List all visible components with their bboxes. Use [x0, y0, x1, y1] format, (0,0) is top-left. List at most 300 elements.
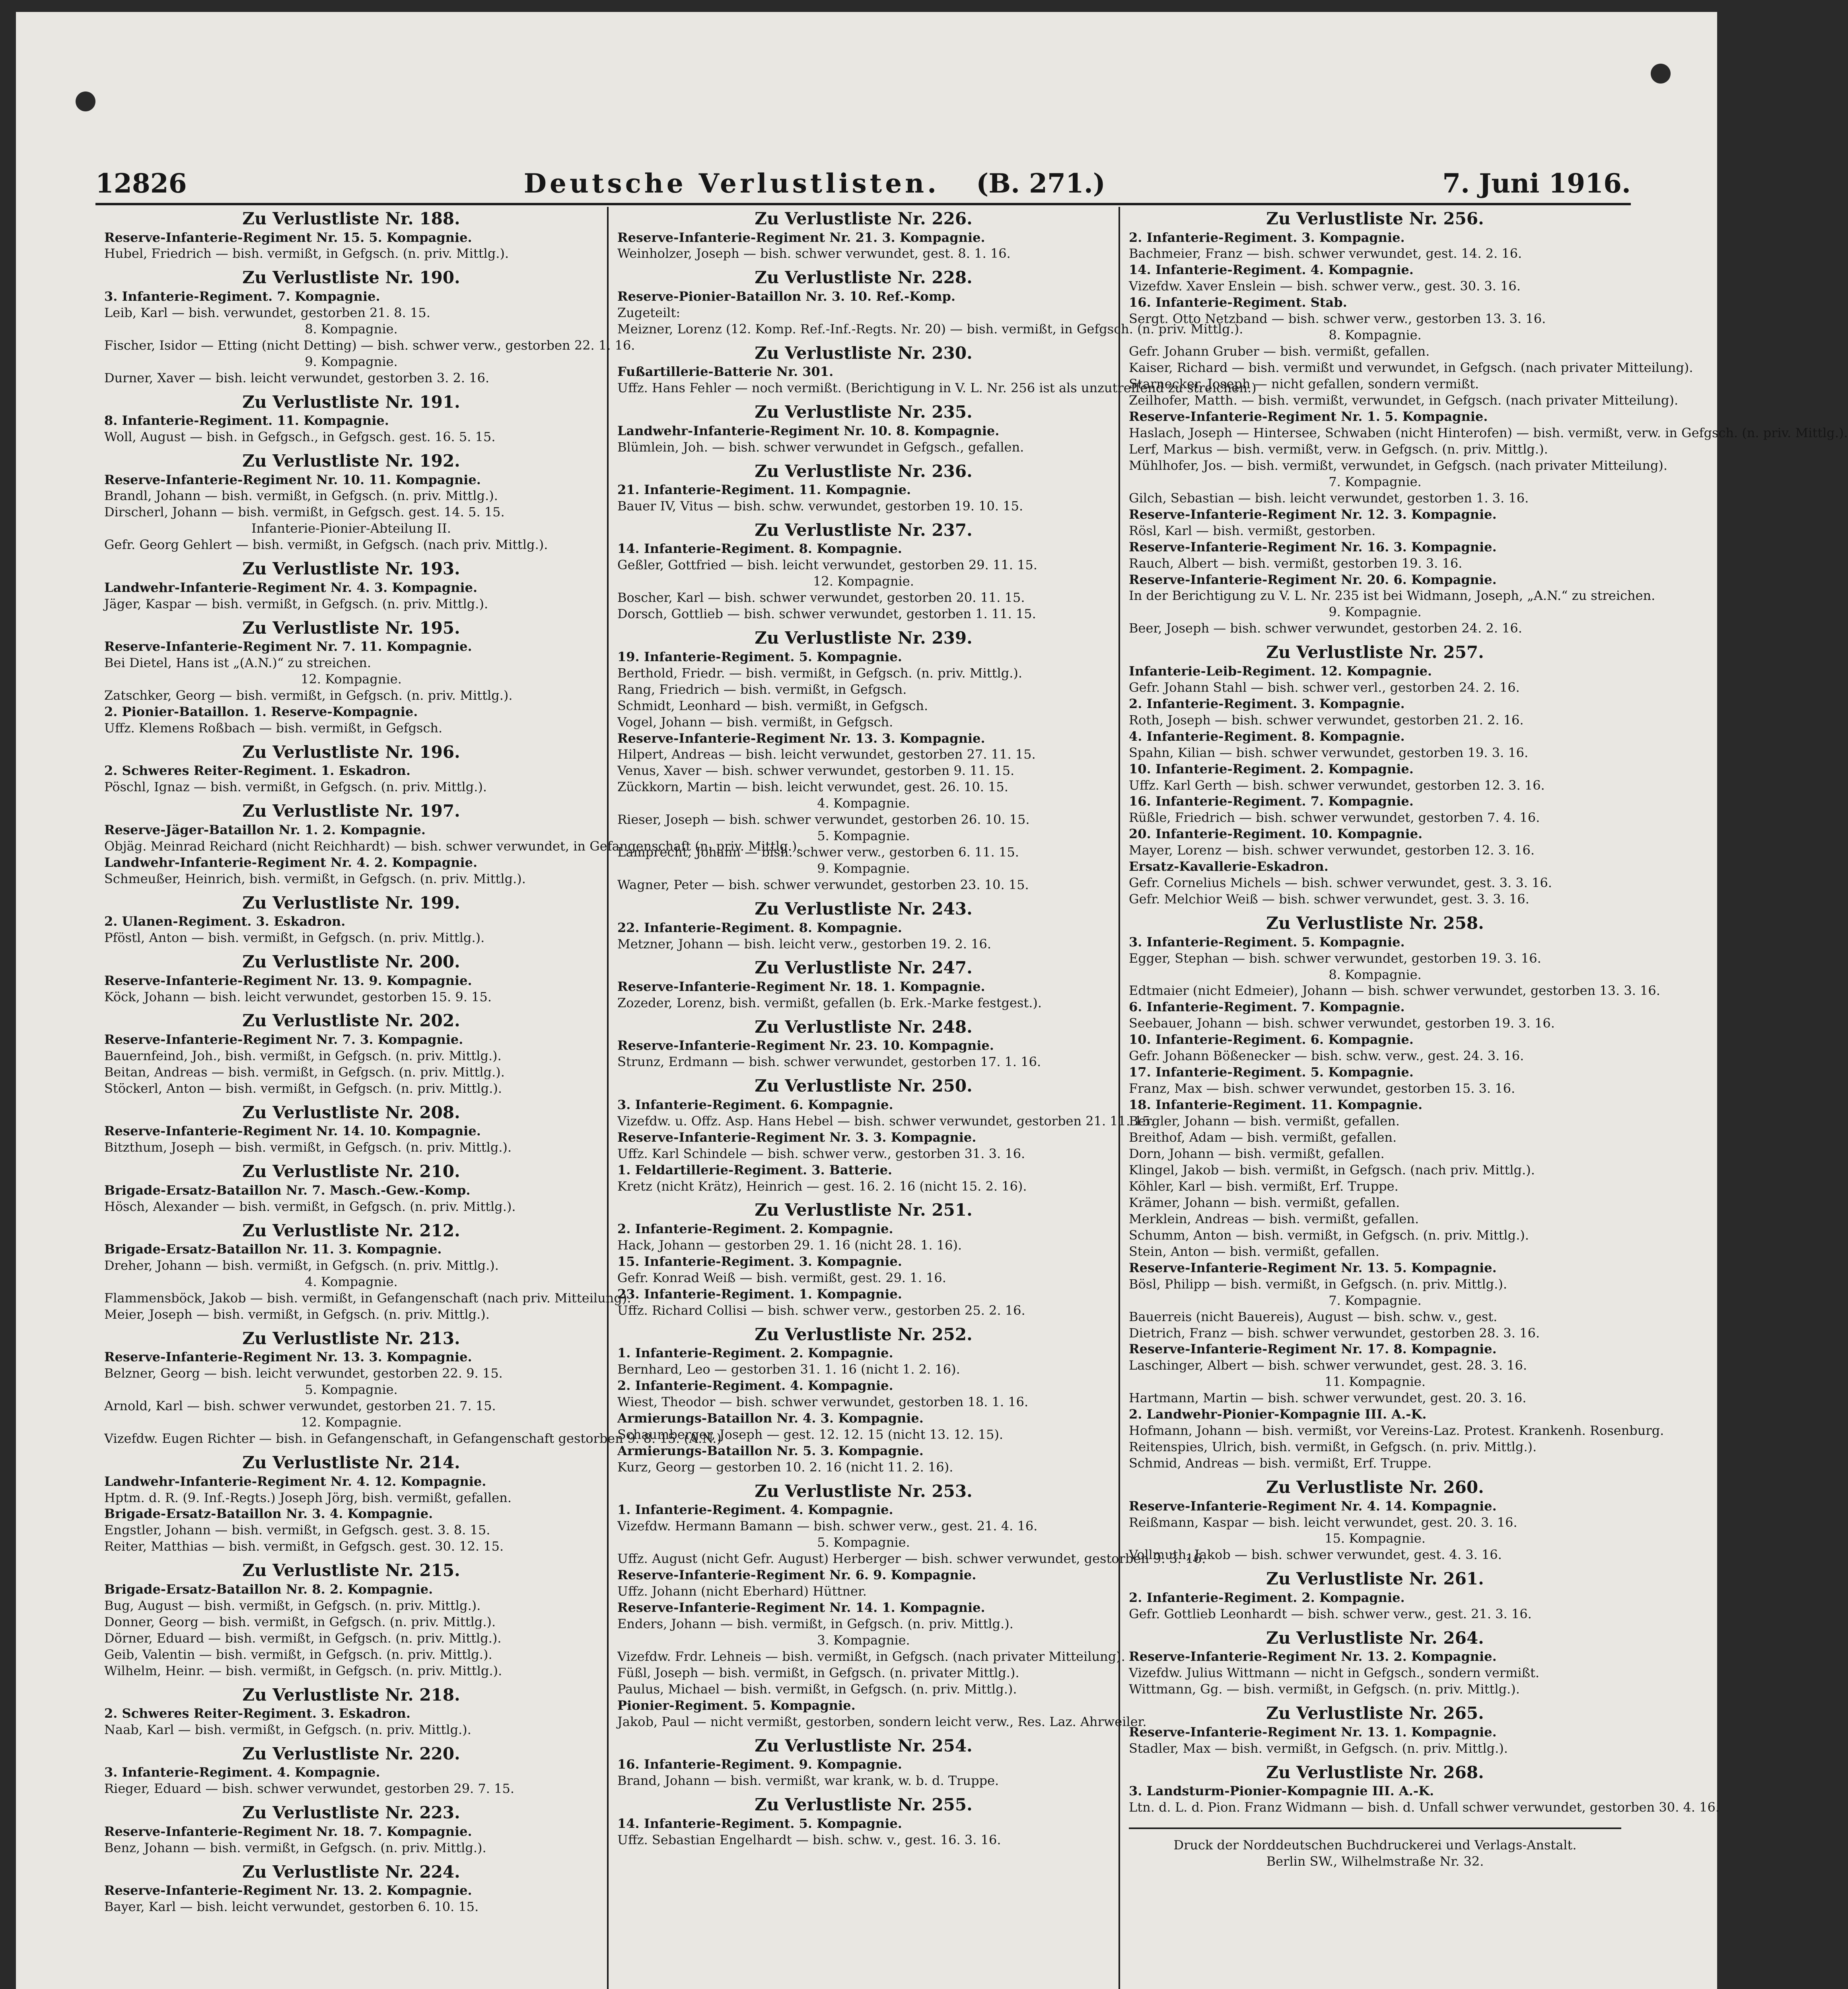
- list-section: [617, 1200, 1110, 1318]
- binding-hole-right: [1651, 64, 1671, 84]
- unit-heading: 16. Infanterie-Regiment. 9. Kompagnie.: [617, 1757, 902, 1772]
- list-section: [617, 461, 1110, 514]
- unit-heading: 20. Infanterie-Regiment. 10. Kompagnie.: [1129, 826, 1423, 842]
- list-section: [104, 1560, 598, 1679]
- list-section: [1129, 642, 1621, 907]
- unit-heading: Reserve-Infanterie-Regiment Nr. 23. 10. Kompagnie.: [617, 1038, 994, 1053]
- casualty-entry: Hösch, Alexander — bish. vermißt, in Gefgsch. (n. priv. Mittlg.).: [104, 1199, 516, 1214]
- casualty-entry: Gefr. Johann Gruber — bish. vermißt, gefallen.: [1129, 344, 1430, 359]
- company-heading: 5. Kompagnie.: [817, 1535, 910, 1550]
- casualty-entry: Schmid, Andreas — bish. vermißt, Erf. Truppe.: [1129, 1456, 1432, 1471]
- casualty-entry: Gefr. Johann Bößenecker — bish. schw. verw., gest. 24. 3. 16.: [1129, 1048, 1524, 1064]
- casualty-entry: Jakob, Paul — nicht vermißt, gestorben, sondern leicht verw., Res. Laz. Ahrweiler.: [617, 1714, 1147, 1729]
- casualty-entry: Uffz. Hans Fehler — noch vermißt. (Berichtigung in V. L. Nr. 256 ist als unzutreffend zu streichen.): [617, 380, 1257, 396]
- list-heading: Zu Verlustliste Nr. 215.: [242, 1561, 460, 1580]
- issue-number: (B. 271.): [976, 168, 1106, 199]
- page-header: [95, 151, 1631, 205]
- unit-heading: Armierungs-Bataillon Nr. 4. 3. Kompagnie.: [617, 1411, 924, 1426]
- issue-date: 7. Juni 1916.: [1442, 168, 1631, 199]
- list-section: [104, 618, 598, 736]
- imprint-line: Berlin SW., Wilhelmstraße Nr. 32.: [1266, 1853, 1484, 1869]
- list-heading: Zu Verlustliste Nr. 188.: [242, 209, 460, 228]
- casualty-entry: Mayer, Lorenz — bish. schwer verwundet, gestorben 12. 3. 16.: [1129, 843, 1535, 858]
- casualty-entry: Egger, Stephan — bish. schwer verwundet, gestorben 19. 3. 16.: [1129, 950, 1541, 966]
- casualty-entry: Fischer, Isidor — Etting (nicht Detting) — bish. schwer verw., gestorben 22. 1. 16.: [104, 337, 635, 353]
- casualty-entry: Dorn, Johann — bish. vermißt, gefallen.: [1129, 1146, 1385, 1162]
- unit-heading: 2. Landwehr-Pionier-Kompagnie III. A.-K.: [1129, 1407, 1427, 1422]
- casualty-entry: Paulus, Michael — bish. vermißt, in Gefgsch. (n. priv. Mittlg.).: [617, 1681, 1017, 1697]
- unit-heading: 2. Infanterie-Regiment. 3. Kompagnie.: [1129, 696, 1405, 711]
- casualty-entry: Hptm. d. R. (9. Inf.-Regts.) Joseph Jörg, bish. vermißt, gefallen.: [104, 1490, 512, 1505]
- casualty-entry: Blümlein, Joh. — bish. schwer verwundet in Gefgsch., gefallen.: [617, 439, 1024, 455]
- unit-heading: 2. Ulanen-Regiment. 3. Eskadron.: [104, 914, 346, 929]
- unit-heading: Reserve-Infanterie-Regiment Nr. 1. 5. Kompagnie.: [1129, 409, 1488, 424]
- unit-heading: Ersatz-Kavallerie-Eskadron.: [1129, 859, 1329, 874]
- list-heading: Zu Verlustliste Nr. 193.: [242, 559, 460, 579]
- list-heading: Zu Verlustliste Nr. 214.: [242, 1453, 460, 1473]
- casualty-entry: Zückkorn, Martin — bish. leicht verwundet, gest. 26. 10. 15.: [617, 779, 1008, 795]
- unit-heading: Brigade-Ersatz-Bataillon Nr. 8. 2. Kompagnie.: [104, 1581, 433, 1597]
- unit-heading: 2. Infanterie-Regiment. 4. Kompagnie.: [617, 1378, 893, 1393]
- casualty-entry: Vizefdw. u. Offz. Asp. Hans Hebel — bish. schwer verwundet, gestorben 21. 11. 15.: [617, 1113, 1155, 1129]
- company-heading: 8. Kompagnie.: [1329, 967, 1422, 982]
- unit-heading: Reserve-Infanterie-Regiment Nr. 14. 10. Kompagnie.: [104, 1123, 481, 1139]
- unit-heading: 10. Infanterie-Regiment. 2. Kompagnie.: [1129, 761, 1414, 777]
- list-heading: Zu Verlustliste Nr. 228.: [755, 268, 973, 288]
- column-3: [1119, 207, 1848, 1989]
- list-section: [617, 208, 1110, 262]
- casualty-entry: Brand, Johann — bish. vermißt, war krank, w. b. d. Truppe.: [617, 1773, 999, 1789]
- casualty-entry: Vogel, Johann — bish. vermißt, in Gefgsch.: [617, 714, 893, 730]
- company-heading: 9. Kompagnie.: [1329, 604, 1422, 620]
- casualty-entry: Bösl, Philipp — bish. vermißt, in Gefgsch. (n. priv. Mittlg.).: [1129, 1276, 1507, 1292]
- casualty-entry: Vollmuth, Jakob — bish. schwer verwundet, gest. 4. 3. 16.: [1129, 1547, 1502, 1563]
- unit-heading: 16. Infanterie-Regiment. Stab.: [1129, 295, 1347, 310]
- unit-heading: Reserve-Infanterie-Regiment Nr. 12. 3. Kompagnie.: [1129, 506, 1497, 522]
- list-section: [104, 801, 801, 887]
- unit-heading: 16. Infanterie-Regiment. 7. Kompagnie.: [1129, 794, 1414, 809]
- list-section: [104, 1685, 598, 1738]
- casualty-entry: Bauerreis (nicht Bauereis), August — bish. schw. v., gest.: [1129, 1309, 1498, 1324]
- casualty-entry: Hubel, Friedrich — bish. vermißt, in Gefgsch. (n. priv. Mittlg.).: [104, 246, 509, 261]
- casualty-entry: Edtmaier (nicht Edmeier), Johann — bish. schwer verwundet, gestorben 13. 3. 16.: [1129, 983, 1660, 998]
- casualty-entry: Enders, Johann — bish. vermißt, in Gefgsch. (n. priv. Mittlg.).: [617, 1616, 1013, 1631]
- casualty-entry: Dorsch, Gottlieb — bish. schwer verwundet, gestorben 1. 11. 15.: [617, 606, 1036, 622]
- casualty-entry: In der Berichtigung zu V. L. Nr. 235 ist bei Widmann, Joseph, „A.N.“ zu streichen.: [1129, 588, 1655, 603]
- list-section: [104, 267, 635, 386]
- list-heading: Zu Verlustliste Nr. 257.: [1266, 642, 1484, 662]
- casualty-entry: Sergt. Otto Netzband — bish. schwer verw., gestorben 13. 3. 16.: [1129, 311, 1546, 327]
- list-section: [617, 1324, 1110, 1475]
- company-heading: 3. Kompagnie.: [817, 1632, 910, 1648]
- columns-container: [95, 207, 1848, 1989]
- unit-heading: 8. Infanterie-Regiment. 11. Kompagnie.: [104, 413, 389, 428]
- casualty-entry: Rösl, Karl — bish. vermißt, gestorben.: [1129, 523, 1376, 538]
- unit-heading: 10. Infanterie-Regiment. 6. Kompagnie.: [1129, 1032, 1414, 1047]
- casualty-entry: Uffz. Karl Schindele — bish. schwer verw., gestorben 31. 3. 16.: [617, 1146, 1025, 1161]
- binding-hole-left: [76, 91, 95, 111]
- unit-heading: Landwehr-Infanterie-Regiment Nr. 4. 12. Kompagnie.: [104, 1473, 486, 1489]
- casualty-entry: Bergler, Johann — bish. vermißt, gefallen.: [1129, 1113, 1400, 1129]
- list-section: [104, 1102, 598, 1156]
- list-section: [1129, 208, 1848, 636]
- casualty-entry: Pföstl, Anton — bish. vermißt, in Gefgsch. (n. priv. Mittlg.).: [104, 930, 485, 946]
- casualty-entry: Belzner, Georg — bish. leicht verwundet, gestorben 22. 9. 15.: [104, 1366, 503, 1381]
- casualty-entry: Krämer, Johann — bish. vermißt, gefallen.: [1129, 1195, 1400, 1210]
- list-heading: Zu Verlustliste Nr. 213.: [242, 1328, 460, 1348]
- casualty-entry: Klingel, Jakob — bish. vermißt, in Gefgsch. (nach priv. Mittlg.).: [1129, 1162, 1535, 1177]
- unit-heading: 14. Infanterie-Regiment. 5. Kompagnie.: [617, 1816, 902, 1831]
- list-heading: Zu Verlustliste Nr. 192.: [242, 451, 460, 471]
- unit-heading: 6. Infanterie-Regiment. 7. Kompagnie.: [1129, 999, 1405, 1015]
- casualty-entry: Lamprecht, Johann — bish. schwer verw., gestorben 6. 11. 15.: [617, 845, 1019, 860]
- casualty-entry: Gefr. Gottlieb Leonhardt — bish. schwer verw., gest. 21. 3. 16.: [1129, 1606, 1532, 1621]
- list-section: [104, 1010, 598, 1096]
- casualty-entry: Gefr. Johann Stahl — bish. schwer verl., gestorben 24. 2. 16.: [1129, 679, 1520, 695]
- casualty-entry: Reiter, Matthias — bish. vermißt, in Gefgsch. gest. 30. 12. 15.: [104, 1539, 504, 1554]
- casualty-entry: Leib, Karl — bish. verwundet, gestorben 21. 8. 15.: [104, 305, 430, 320]
- company-heading: 9. Kompagnie.: [817, 861, 910, 876]
- list-heading: Zu Verlustliste Nr. 230.: [755, 343, 973, 363]
- casualty-entry: Zeilhofer, Matth. — bish. vermißt, verwundet, in Gefgsch. (nach privater Mitteilung).: [1129, 393, 1679, 408]
- casualty-entry: Engstler, Johann — bish. vermißt, in Gefgsch. gest. 3. 8. 15.: [104, 1522, 490, 1538]
- list-section: [104, 392, 598, 445]
- unit-heading: Landwehr-Infanterie-Regiment Nr. 4. 3. Kompagnie.: [104, 580, 478, 595]
- unit-heading: 3. Infanterie-Regiment. 4. Kompagnie.: [104, 1765, 380, 1780]
- casualty-entry: Dirscherl, Johann — bish. vermißt, in Gefgsch. gest. 14. 5. 15.: [104, 504, 505, 520]
- unit-heading: 2. Infanterie-Regiment. 2. Kompagnie.: [617, 1221, 893, 1236]
- casualty-entry: Rauch, Albert — bish. vermißt, gestorben 19. 3. 16.: [1129, 555, 1463, 571]
- casualty-entry: Reitenspies, Ulrich, bish. vermißt, in Gefgsch. (n. priv. Mittlg.).: [1129, 1439, 1537, 1455]
- unit-heading: Reserve-Pionier-Bataillon Nr. 3. 10. Ref.-Komp.: [617, 288, 956, 304]
- company-heading: 4. Kompagnie.: [817, 796, 910, 811]
- casualty-entry: Weinholzer, Joseph — bish. schwer verwundet, gest. 8. 1. 16.: [617, 246, 1011, 261]
- casualty-entry: Roth, Joseph — bish. schwer verwundet, gestorben 21. 2. 16.: [1129, 712, 1524, 728]
- list-section: [104, 893, 598, 946]
- casualty-entry: Beitan, Andreas — bish. vermißt, in Gefgsch. (n. priv. Mittlg.).: [104, 1064, 505, 1080]
- unit-heading: Reserve-Infanterie-Regiment Nr. 13. 1. Kompagnie.: [1129, 1724, 1497, 1740]
- casualty-entry: Gefr. Konrad Weiß — bish. vermißt, gest. 29. 1. 16.: [617, 1270, 946, 1285]
- unit-heading: Brigade-Ersatz-Bataillon Nr. 3. 4. Kompagnie.: [104, 1506, 433, 1522]
- casualty-entry: Starnecker, Joseph — nicht gefallen, sondern vermißt.: [1129, 376, 1479, 392]
- unit-heading: 1. Infanterie-Regiment. 2. Kompagnie.: [617, 1345, 893, 1361]
- list-heading: Zu Verlustliste Nr. 191.: [242, 392, 460, 412]
- company-heading: 5. Kompagnie.: [817, 828, 910, 844]
- casualty-entry: Uffz. Richard Collisi — bish. schwer verw., gestorben 25. 2. 16.: [617, 1302, 1025, 1318]
- unit-heading: Reserve-Infanterie-Regiment Nr. 13. 2. Kompagnie.: [1129, 1649, 1497, 1664]
- company-heading: 4. Kompagnie.: [305, 1274, 398, 1289]
- list-section: [104, 1452, 598, 1555]
- casualty-entry: Bauer IV, Vitus — bish. schw. verwundet, gestorben 19. 10. 15.: [617, 498, 1023, 514]
- list-section: [1129, 1762, 1720, 1816]
- list-heading: Zu Verlustliste Nr. 250.: [755, 1076, 973, 1096]
- unit-heading: 2. Pionier-Bataillon. 1. Reserve-Kompagnie.: [104, 704, 418, 720]
- list-section: [617, 402, 1110, 455]
- list-heading: Zu Verlustliste Nr. 248.: [755, 1017, 973, 1037]
- unit-heading: Reserve-Infanterie-Regiment Nr. 13. 3. Kompagnie.: [617, 730, 985, 746]
- list-heading: Zu Verlustliste Nr. 253.: [755, 1481, 973, 1501]
- casualty-entry: Haslach, Joseph — Hintersee, Schwaben (nicht Hinterofen) — bish. vermißt, verw. in Gefgsch. (n. priv. Mittlg.).: [1129, 425, 1848, 440]
- company-heading: 7. Kompagnie.: [1329, 474, 1422, 489]
- unit-heading: Pionier-Regiment. 5. Kompagnie.: [617, 1697, 856, 1713]
- company-heading: 9. Kompagnie.: [305, 354, 398, 369]
- list-section: [104, 208, 598, 262]
- list-heading: Zu Verlustliste Nr. 195.: [242, 618, 460, 638]
- list-section: [104, 1802, 598, 1856]
- list-section: [617, 628, 1110, 893]
- casualty-entry: Gefr. Cornelius Michels — bish. schwer verwundet, gest. 3. 3. 16.: [1129, 875, 1552, 891]
- list-heading: Zu Verlustliste Nr. 196.: [242, 742, 460, 762]
- list-heading: Zu Verlustliste Nr. 261.: [1266, 1569, 1484, 1589]
- list-heading: Zu Verlustliste Nr. 223.: [242, 1803, 460, 1823]
- company-heading: 5. Kompagnie.: [305, 1382, 398, 1397]
- list-section: [104, 1220, 631, 1323]
- unit-heading: Reserve-Infanterie-Regiment Nr. 7. 11. Kompagnie.: [104, 639, 472, 654]
- list-heading: Zu Verlustliste Nr. 212.: [242, 1220, 460, 1240]
- casualty-entry: Metzner, Johann — bish. leicht verw., gestorben 19. 2. 16.: [617, 936, 992, 952]
- list-section: [617, 958, 1110, 1011]
- unit-heading: Reserve-Infanterie-Regiment Nr. 21. 3. Kompagnie.: [617, 230, 985, 245]
- company-heading: 12. Kompagnie.: [301, 671, 402, 687]
- list-section: [617, 1017, 1110, 1070]
- list-heading: Zu Verlustliste Nr. 202.: [242, 1011, 460, 1031]
- casualty-entry: Bayer, Karl — bish. leicht verwundet, gestorben 6. 10. 15.: [104, 1899, 479, 1915]
- casualty-entry: Kaiser, Richard — bish. vermißt und verwundet, in Gefgsch. (nach privater Mitteilung).: [1129, 360, 1693, 376]
- casualty-entry: Schmidt, Leonhard — bish. vermißt, in Gefgsch.: [617, 698, 928, 713]
- unit-heading: 14. Infanterie-Regiment. 8. Kompagnie.: [617, 541, 902, 557]
- casualty-entry: Mühlhofer, Jos. — bish. vermißt, verwundet, in Gefgsch. (nach privater Mitteilung).: [1129, 457, 1668, 473]
- unit-heading: Reserve-Infanterie-Regiment Nr. 13. 3. Kompagnie.: [104, 1349, 472, 1365]
- unit-heading: 22. Infanterie-Regiment. 8. Kompagnie.: [617, 920, 902, 935]
- company-heading: 12. Kompagnie.: [813, 574, 914, 589]
- casualty-entry: Rüßle, Friedrich — bish. schwer verwundet, gestorben 7. 4. 16.: [1129, 810, 1540, 825]
- casualty-entry: Vizefdw. Julius Wittmann — nicht in Gefgsch., sondern vermißt.: [1129, 1665, 1540, 1681]
- unit-heading: Reserve-Infanterie-Regiment Nr. 13. 5. Kompagnie.: [1129, 1260, 1497, 1275]
- casualty-entry: Schumm, Anton — bish. vermißt, in Gefgsch. (n. priv. Mittlg.).: [1129, 1227, 1529, 1243]
- company-heading: 11. Kompagnie.: [1325, 1374, 1426, 1390]
- casualty-entry: Lerf, Markus — bish. vermißt, verw. in Gefgsch. (n. priv. Mittlg.).: [1129, 441, 1548, 457]
- company-heading: 7. Kompagnie.: [1329, 1292, 1422, 1308]
- list-heading: Zu Verlustliste Nr. 254.: [755, 1736, 973, 1755]
- casualty-entry: Brandl, Johann — bish. vermißt, in Gefgsch. (n. priv. Mittlg.).: [104, 488, 498, 504]
- casualty-entry: Kurz, Georg — gestorben 10. 2. 16 (nicht 11. 2. 16).: [617, 1459, 953, 1475]
- casualty-entry: Geib, Valentin — bish. vermißt, in Gefgsch. (n. priv. Mittlg.).: [104, 1646, 492, 1662]
- casualty-entry: Stöckerl, Anton — bish. vermißt, in Gefgsch. (n. priv. Mittlg.).: [104, 1080, 502, 1096]
- casualty-entry: Rang, Friedrich — bish. vermißt, in Gefgsch.: [617, 681, 907, 697]
- imprint-line: Druck der Norddeutschen Buchdruckerei und Verlags-Anstalt.: [1173, 1837, 1577, 1853]
- unit-heading: Landwehr-Infanterie-Regiment Nr. 4. 2. Kompagnie.: [104, 854, 478, 870]
- unit-heading: Reserve-Infanterie-Regiment Nr. 10. 11. Kompagnie.: [104, 472, 481, 487]
- casualty-entry: Reißmann, Kaspar — bish. leicht verwundet, gest. 20. 3. 16.: [1129, 1514, 1517, 1530]
- casualty-entry: Vizefdw. Frdr. Lehneis — bish. vermißt, in Gefgsch. (nach privater Mitteilung).: [617, 1648, 1125, 1664]
- casualty-entry: Bei Dietel, Hans ist „(A.N.)“ zu streichen.: [104, 655, 372, 671]
- list-section: [617, 520, 1110, 622]
- list-heading: Zu Verlustliste Nr. 264.: [1266, 1628, 1484, 1648]
- list-section: [104, 1744, 598, 1797]
- unit-heading: Reserve-Infanterie-Regiment Nr. 13. 9. Kompagnie.: [104, 973, 472, 988]
- company-heading: 8. Kompagnie.: [305, 321, 398, 337]
- list-heading: Zu Verlustliste Nr. 243.: [755, 899, 973, 919]
- list-section: [1129, 1477, 1621, 1563]
- unit-heading: Reserve-Infanterie-Regiment Nr. 14. 1. Kompagnie.: [617, 1600, 985, 1615]
- list-section: [1129, 1569, 1621, 1622]
- unit-heading: 2. Schweres Reiter-Regiment. 1. Eskadron.: [104, 763, 410, 778]
- list-section: [617, 1481, 1206, 1730]
- unit-heading: 14. Infanterie-Regiment. 4. Kompagnie.: [1129, 262, 1414, 278]
- casualty-entry: Meier, Joseph — bish. vermißt, in Gefgsch. (n. priv. Mittlg.).: [104, 1306, 490, 1322]
- unit-heading: 17. Infanterie-Regiment. 5. Kompagnie.: [1129, 1065, 1414, 1080]
- list-heading: Zu Verlustliste Nr. 237.: [755, 520, 973, 540]
- unit-heading: 1. Feldartillerie-Regiment. 3. Batterie.: [617, 1162, 893, 1177]
- list-heading: Zu Verlustliste Nr. 258.: [1266, 913, 1484, 933]
- casualty-entry: Spahn, Kilian — bish. schwer verwundet, gestorben 19. 3. 16.: [1129, 745, 1529, 760]
- list-heading: Zu Verlustliste Nr. 235.: [755, 402, 973, 422]
- list-section: [1129, 913, 1664, 1471]
- casualty-entry: Seebauer, Johann — bish. schwer verwundet, gestorben 19. 3. 16.: [1129, 1016, 1555, 1031]
- unit-heading: Reserve-Jäger-Bataillon Nr. 1. 2. Kompagnie.: [104, 822, 426, 837]
- unit-heading: Reserve-Infanterie-Regiment Nr. 20. 6. Kompagnie.: [1129, 572, 1497, 587]
- column-3-body: [1129, 208, 1848, 1816]
- casualty-entry: Gefr. Melchior Weiß — bish. schwer verwundet, gest. 3. 3. 16.: [1129, 891, 1529, 907]
- casualty-entry: Hartmann, Martin — bish. schwer verwundet, gest. 20. 3. 16.: [1129, 1390, 1527, 1406]
- list-section: [1129, 1628, 1621, 1697]
- unit-heading: Reserve-Infanterie-Regiment Nr. 7. 3. Kompagnie.: [104, 1031, 463, 1047]
- unit-heading: 4. Infanterie-Regiment. 8. Kompagnie.: [1129, 728, 1405, 744]
- page-number: 12826: [95, 168, 187, 199]
- casualty-entry: Wittmann, Gg. — bish. vermißt, in Gefgsch. (n. priv. Mittlg.).: [1129, 1682, 1520, 1697]
- unit-heading: Reserve-Infanterie-Regiment Nr. 4. 14. Kompagnie.: [1129, 1498, 1497, 1514]
- unit-heading: Fußartillerie-Batterie Nr. 301.: [617, 364, 834, 380]
- casualty-entry: Wiest, Theodor — bish. schwer verwundet, gestorben 18. 1. 16.: [617, 1394, 1029, 1410]
- casualty-entry: Franz, Max — bish. schwer verwundet, gestorben 15. 3. 16.: [1129, 1081, 1515, 1096]
- unit-heading: Brigade-Ersatz-Bataillon Nr. 7. Masch.-Gew.-Komp.: [104, 1182, 471, 1198]
- company-heading: 15. Kompagnie.: [1325, 1531, 1426, 1546]
- unit-heading: Reserve-Infanterie-Regiment Nr. 15. 5. Kompagnie.: [104, 230, 472, 245]
- list-section: [1129, 1703, 1621, 1756]
- casualty-entry: Boscher, Karl — bish. schwer verwundet, gestorben 20. 11. 15.: [617, 590, 1025, 605]
- printer-imprint: [1129, 1827, 1621, 1870]
- casualty-entry: Uffz. Karl Gerth — bish. schwer verwundet, gestorben 12. 3. 16.: [1129, 777, 1545, 793]
- list-heading: Zu Verlustliste Nr. 226.: [755, 209, 973, 228]
- casualty-entry: Strunz, Erdmann — bish. schwer verwundet, gestorben 17. 1. 16.: [617, 1054, 1041, 1070]
- unit-heading: 2. Schweres Reiter-Regiment. 3. Eskadron.: [104, 1706, 410, 1721]
- casualty-entry: Beer, Joseph — bish. schwer verwundet, gestorben 24. 2. 16.: [1129, 621, 1522, 636]
- list-section: [104, 1862, 598, 1915]
- publication-title: Deutsche Verlustlisten.: [523, 168, 940, 199]
- casualty-entry: Wagner, Peter — bish. schwer verwundet, gestorben 23. 10. 15.: [617, 877, 1029, 893]
- list-heading: Zu Verlustliste Nr. 247.: [755, 958, 973, 978]
- list-heading: Zu Verlustliste Nr. 199.: [242, 893, 460, 913]
- unit-heading: 18. Infanterie-Regiment. 11. Kompagnie.: [1129, 1097, 1423, 1113]
- casualty-entry: Köhler, Karl — bish. vermißt, Erf. Truppe.: [1129, 1178, 1399, 1194]
- company-heading: 8. Kompagnie.: [1329, 327, 1422, 343]
- unit-heading: 2. Infanterie-Regiment. 2. Kompagnie.: [1129, 1590, 1405, 1605]
- casualty-entry: Vizefdw. Eugen Richter — bish. in Gefangenschaft, in Gefangenschaft gestorben 9. 8. 15. (A.N.): [104, 1431, 722, 1446]
- casualty-entry: Wilhelm, Heinr. — bish. vermißt, in Gefgsch. (n. priv. Mittlg.).: [104, 1663, 502, 1678]
- unit-heading: Reserve-Infanterie-Regiment Nr. 16. 3. Kompagnie.: [1129, 539, 1497, 555]
- casualty-entry: Berthold, Friedr. — bish. vermißt, in Gefgsch. (n. priv. Mittlg.).: [617, 665, 1023, 681]
- list-heading: Zu Verlustliste Nr. 260.: [1266, 1477, 1484, 1497]
- unit-heading: 15. Infanterie-Regiment. 3. Kompagnie.: [617, 1253, 902, 1269]
- casualty-entry: Füßl, Joseph — bish. vermißt, in Gefgsch. (n. privater Mittlg.).: [617, 1665, 1019, 1680]
- unit-heading: Landwehr-Infanterie-Regiment Nr. 10. 8. Kompagnie.: [617, 423, 1000, 438]
- casualty-entry: Breithof, Adam — bish. vermißt, gefallen.: [1129, 1130, 1397, 1145]
- list-heading: Zu Verlustliste Nr. 210.: [242, 1162, 460, 1181]
- unit-heading: 23. Infanterie-Regiment. 1. Kompagnie.: [617, 1286, 902, 1302]
- casualty-entry: Venus, Xaver — bish. schwer verwundet, gestorben 9. 11. 15.: [617, 763, 1015, 778]
- casualty-entry: Meizner, Lorenz (12. Komp. Ref.-Inf.-Regts. Nr. 20) — bish. vermißt, in Gefgsch. (n. priv. Mittlg.).: [617, 321, 1243, 337]
- casualty-entry: Flammensböck, Jakob — bish. vermißt, in Gefangenschaft (nach priv. Mitteilung).: [104, 1290, 631, 1306]
- list-section: [104, 1328, 722, 1447]
- unit-heading: 3. Infanterie-Regiment. 7. Kompagnie.: [104, 288, 380, 304]
- list-heading: Zu Verlustliste Nr. 252.: [755, 1324, 973, 1344]
- casualty-entry: Dörner, Eduard — bish. vermißt, in Gefgsch. (n. priv. Mittlg.).: [104, 1630, 502, 1646]
- casualty-entry: Naab, Karl — bish. vermißt, in Gefgsch. (n. priv. Mittlg.).: [104, 1722, 471, 1737]
- casualty-entry: Objäg. Meinrad Reichard (nicht Reichhardt) — bish. schwer verwundet, in Gefangenschaft (n. priv. Mittlg.).: [104, 838, 801, 854]
- casualty-entry: Merklein, Andreas — bish. vermißt, gefallen.: [1129, 1211, 1419, 1226]
- list-heading: Zu Verlustliste Nr. 218.: [242, 1685, 460, 1705]
- list-heading: Zu Verlustliste Nr. 220.: [242, 1744, 460, 1763]
- unit-heading: 3. Infanterie-Regiment. 5. Kompagnie.: [1129, 934, 1405, 950]
- list-heading: Zu Verlustliste Nr. 256.: [1266, 209, 1484, 228]
- list-section: [617, 899, 1110, 952]
- list-section: [104, 742, 598, 795]
- casualty-entry: Jäger, Kaspar — bish. vermißt, in Gefgsch. (n. priv. Mittlg.).: [104, 596, 488, 611]
- unit-heading: Reserve-Infanterie-Regiment Nr. 18. 1. Kompagnie.: [617, 979, 985, 994]
- casualty-entry: Durner, Xaver — bish. leicht verwundet, gestorben 3. 2. 16.: [104, 370, 490, 385]
- unit-heading: 19. Infanterie-Regiment. 5. Kompagnie.: [617, 649, 902, 664]
- list-section: [104, 1161, 598, 1214]
- unit-heading: 1. Infanterie-Regiment. 4. Kompagnie.: [617, 1502, 893, 1518]
- casualty-entry: Schaumberger, Joseph — gest. 12. 12. 15 (nicht 13. 12. 15).: [617, 1427, 1004, 1442]
- casualty-entry: Vizefdw. Hermann Bamann — bish. schwer verw., gest. 21. 4. 16.: [617, 1518, 1038, 1534]
- company-heading: 12. Kompagnie.: [301, 1415, 402, 1430]
- casualty-entry: Uffz. Johann (nicht Eberhard) Hüttner.: [617, 1584, 867, 1599]
- casualty-entry: Donner, Georg — bish. vermißt, in Gefgsch. (n. priv. Mittlg.).: [104, 1614, 496, 1629]
- casualty-entry: Benz, Johann — bish. vermißt, in Gefgsch. (n. priv. Mittlg.).: [104, 1840, 486, 1855]
- casualty-entry: Bitzthum, Joseph — bish. vermißt, in Gefgsch. (n. priv. Mittlg.).: [104, 1140, 512, 1155]
- unit-heading: Armierungs-Bataillon Nr. 5. 3. Kompagnie.: [617, 1443, 924, 1458]
- casualty-entry: Vizefdw. Xaver Enslein — bish. schwer verw., gest. 30. 3. 16.: [1129, 278, 1521, 294]
- casualty-entry: Schmeußer, Heinrich, bish. vermißt, in Gefgsch. (n. priv. Mittlg.).: [104, 871, 526, 886]
- unit-heading: Brigade-Ersatz-Bataillon Nr. 11. 3. Kompagnie.: [104, 1242, 442, 1257]
- casualty-entry: Stein, Anton — bish. vermißt, gefallen.: [1129, 1244, 1379, 1259]
- list-section: [104, 559, 598, 612]
- casualty-entry: Laschinger, Albert — bish. schwer verwundet, gest. 28. 3. 16.: [1129, 1358, 1527, 1373]
- list-heading: Zu Verlustliste Nr. 208.: [242, 1102, 460, 1122]
- casualty-entry: Dietrich, Franz — bish. schwer verwundet, gestorben 28. 3. 16.: [1129, 1325, 1540, 1341]
- unit-heading: Reserve-Infanterie-Regiment Nr. 3. 3. Kompagnie.: [617, 1129, 977, 1145]
- unit-heading: Reserve-Infanterie-Regiment Nr. 6. 9. Kompagnie.: [617, 1567, 977, 1583]
- casualty-entry: Woll, August — bish. in Gefgsch., in Gefgsch. gest. 16. 5. 15.: [104, 429, 496, 445]
- casualty-entry: Rieger, Eduard — bish. schwer verwundet, gestorben 29. 7. 15.: [104, 1781, 514, 1796]
- casualty-entry: Rieser, Joseph — bish. schwer verwundet, gestorben 26. 10. 15.: [617, 812, 1030, 827]
- unit-heading: 21. Infanterie-Regiment. 11. Kompagnie.: [617, 482, 911, 498]
- list-section: [617, 1794, 1110, 1848]
- casualty-entry: Bernhard, Leo — gestorben 31. 1. 16 (nicht 1. 2. 16).: [617, 1362, 960, 1377]
- list-heading: Zu Verlustliste Nr. 239.: [755, 628, 973, 648]
- casualty-entry: Uffz. Sebastian Engelhardt — bish. schw. v., gest. 16. 3. 16.: [617, 1832, 1001, 1847]
- casualty-entry: Uffz. August (nicht Gefr. August) Herberger — bish. schwer verwundet, gestorben 9. 3. 16.: [617, 1551, 1206, 1567]
- unit-heading: 3. Infanterie-Regiment. 6. Kompagnie.: [617, 1097, 893, 1112]
- casualty-entry: Zugeteilt:: [617, 305, 681, 320]
- list-section: [617, 1736, 1110, 1789]
- list-heading: Zu Verlustliste Nr. 200.: [242, 952, 460, 972]
- list-section: [104, 451, 598, 553]
- list-heading: Zu Verlustliste Nr. 265.: [1266, 1703, 1484, 1723]
- unit-heading: 2. Infanterie-Regiment. 3. Kompagnie.: [1129, 230, 1405, 245]
- list-heading: Zu Verlustliste Nr. 190.: [242, 268, 460, 288]
